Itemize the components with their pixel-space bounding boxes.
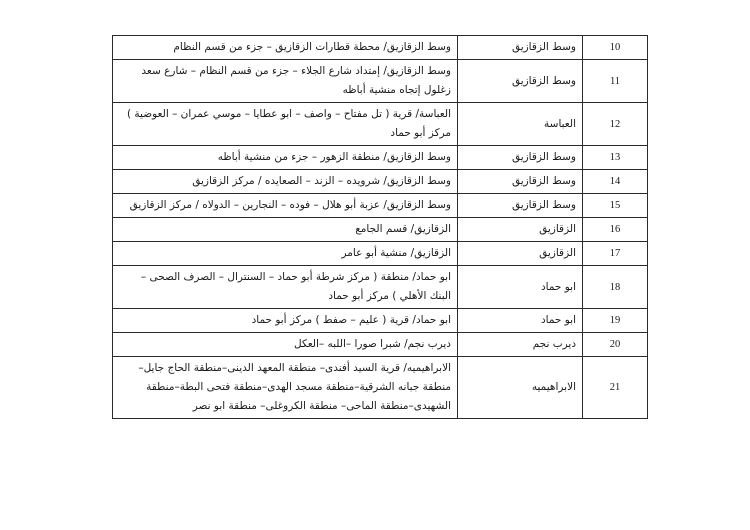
area-name: ديرب نجم [458, 333, 583, 357]
table-row [113, 194, 648, 218]
area-detail: ابو حماد/ منطقة ( مركز شرطة أبو حماد – السنترال – الصرف الصحى – البنك الأهلي ) مركز أبو حماد [113, 266, 458, 309]
row-number: 18 [583, 266, 648, 309]
table-row [113, 218, 648, 242]
area-name: وسط الزقازيق [458, 194, 583, 218]
area-detail: وسط الزقازيق/ محطة قطارات الزقازيق – جزء من قسم النظام [113, 36, 458, 60]
table-row [113, 242, 648, 266]
area-detail: الزقازيق/ منشية أبو عامر [113, 242, 458, 266]
area-name: ابو حماد [458, 266, 583, 309]
area-name: ابو حماد [458, 309, 583, 333]
table-row [113, 146, 648, 170]
table-row [113, 266, 648, 309]
area-detail: وسط الزقازيق/ إمتداد شارع الجلاء – جزء من قسم النظام – شارع سعد زغلول إتجاه منشية أباظه [113, 60, 458, 103]
row-number: 14 [583, 170, 648, 194]
table-row [113, 309, 648, 333]
area-name: العباسة [458, 103, 583, 146]
row-number: 10 [583, 36, 648, 60]
table-row [113, 357, 648, 419]
area-name: وسط الزقازيق [458, 170, 583, 194]
area-detail: ابو حماد/ قرية ( عليم – صفط ) مركز أبو حماد [113, 309, 458, 333]
table-row [113, 36, 648, 60]
area-name: الزقازيق [458, 218, 583, 242]
row-number: 21 [583, 357, 648, 419]
area-name: الزقازيق [458, 242, 583, 266]
row-number: 20 [583, 333, 648, 357]
table-row [113, 333, 648, 357]
row-number: 13 [583, 146, 648, 170]
row-number: 12 [583, 103, 648, 146]
area-detail: الزقازيق/ قسم الجامع [113, 218, 458, 242]
row-number: 16 [583, 218, 648, 242]
area-detail: العباسة/ قرية ( تل مفتاح – واصف – ابو عطايا – موسي عمران – العوضية ) مركز أبو حماد [113, 103, 458, 146]
area-detail: وسط الزقازيق/ شرويده – الزند – الصعايده / مركز الزقازيق [113, 170, 458, 194]
area-name: وسط الزقازيق [458, 36, 583, 60]
row-number: 19 [583, 309, 648, 333]
area-detail: ديرب نجم/ شبرا صورا –اللبه –العكل [113, 333, 458, 357]
area-name: وسط الزقازيق [458, 146, 583, 170]
row-number: 11 [583, 60, 648, 103]
table-row [113, 170, 648, 194]
table-row [113, 60, 648, 103]
area-detail: وسط الزقازيق/ منطقة الزهور – جزء من منشية أباظه [113, 146, 458, 170]
row-number: 15 [583, 194, 648, 218]
area-detail: وسط الزقازيق/ عزبة أبو هلال – فوده – النجارين – الدولاه / مركز الزقازيق [113, 194, 458, 218]
row-number: 17 [583, 242, 648, 266]
table-row [113, 103, 648, 146]
areas-table [112, 35, 648, 419]
area-name: وسط الزقازيق [458, 60, 583, 103]
area-name: الابراهيميه [458, 357, 583, 419]
area-detail: الابراهيميه/ قرية السيد أفندى– منطقة المعهد الدينى–منطقة الحاج جايل–منطقة جبانه الشرقية–منطقة مسجد الهدى–منطقة فتحى البطة–منطقة الشهيدى–منطقة الماحى– منطقة الكروغلى– منطقة ابو نصر [113, 357, 458, 419]
